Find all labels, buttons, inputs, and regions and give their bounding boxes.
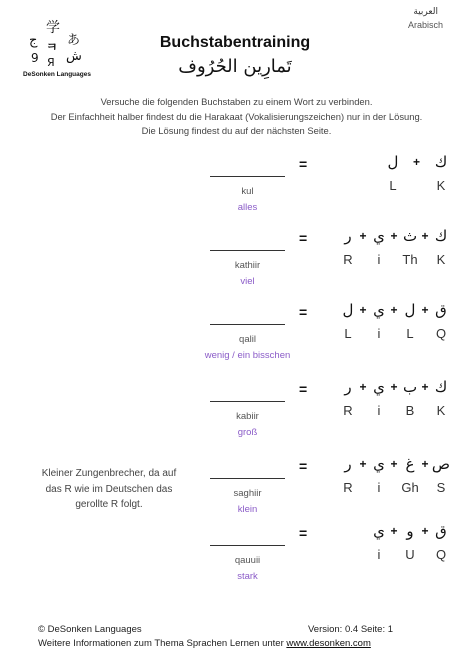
instruction-line-2: Der Einfachheit halber findest du die Harakaat (Vokalisierungszeichen) nur in der Lösung.	[50, 110, 423, 122]
language-label-german: Arabisch	[407, 20, 443, 30]
logo-glyph-hiragana: あ	[67, 33, 81, 48]
latin-letter-5-1: S	[436, 480, 446, 495]
equals-sign-3: =	[299, 304, 308, 320]
transliteration-6: qauuii	[234, 555, 261, 566]
answer-blank-6[interactable]	[210, 545, 285, 546]
equals-sign-5: =	[299, 458, 308, 474]
arabic-letter-5-3: ي	[373, 455, 385, 473]
arabic-letter-3-3: ي	[373, 301, 385, 319]
logo-glyph-kanji: 学	[46, 20, 60, 36]
plus-sign-6-2: +	[390, 524, 398, 538]
latin-letter-6-2: U	[405, 547, 415, 562]
latin-letter-2-3: i	[377, 252, 381, 267]
instruction-line-1: Versuche die folgenden Buchstaben zu einem Wort zu verbinden.	[100, 96, 373, 107]
arabic-letter-4-3: ي	[373, 378, 385, 396]
plus-sign-3-3: +	[359, 303, 367, 317]
latin-letter-3-3: i	[377, 326, 381, 341]
plus-sign-3-2: +	[390, 303, 398, 317]
latin-letter-4-1: K	[436, 403, 446, 418]
latin-letter-6-3: i	[377, 547, 381, 562]
arabic-letter-6-2: و	[406, 522, 414, 540]
arabic-letter-1-1: ك	[434, 153, 448, 171]
transliteration-1: kul	[241, 186, 254, 197]
arabic-letter-3-4: ل	[342, 301, 354, 319]
plus-sign-5-3: +	[359, 457, 367, 471]
logo-glyph-nine: 9	[31, 51, 39, 65]
plus-sign-6-1: +	[421, 524, 429, 538]
latin-letter-1-2: L	[389, 178, 397, 193]
meaning-6: stark	[237, 571, 258, 582]
latin-letter-5-2: Gh	[401, 480, 419, 495]
answer-blank-1[interactable]	[210, 176, 285, 177]
plus-sign-2-3: +	[359, 229, 367, 243]
logo-glyph-cyrillic: Я	[47, 56, 55, 69]
latin-letter-3-4: L	[344, 326, 352, 341]
plus-sign-4-3: +	[359, 380, 367, 394]
latin-letter-3-1: Q	[435, 326, 447, 341]
logo-glyph-arabic-jeem: ج	[29, 33, 38, 48]
meaning-3: wenig / ein bisschen	[204, 350, 291, 361]
transliteration-4: kabiir	[236, 411, 259, 422]
latin-letter-5-3: i	[377, 480, 381, 495]
logo-brand-text: DeSonken Languages	[23, 71, 91, 78]
arabic-letter-2-3: ي	[373, 227, 385, 245]
meaning-1: alles	[237, 202, 258, 213]
meaning-2: viel	[240, 276, 255, 287]
arabic-letter-5-4: ر	[344, 455, 352, 473]
plus-sign-5-1: +	[421, 457, 429, 471]
latin-letter-5-4: R	[343, 480, 353, 495]
arabic-letter-4-4: ر	[344, 378, 352, 396]
instruction-line-3: Die Lösung findest du auf der nächsten Seite.	[141, 125, 332, 136]
arabic-letter-5-2: غ	[405, 455, 415, 473]
meaning-4: groß	[237, 427, 258, 438]
transliteration-5: saghiir	[233, 488, 262, 499]
latin-letter-2-1: K	[436, 252, 446, 267]
equals-sign-1: =	[299, 156, 308, 172]
arabic-letter-2-4: ر	[344, 227, 352, 245]
equals-sign-2: =	[299, 230, 308, 246]
equals-sign-6: =	[299, 525, 308, 541]
answer-blank-2[interactable]	[210, 250, 285, 251]
footer-page: Seite: 1	[360, 624, 394, 635]
arabic-letter-6-3: ي	[373, 522, 385, 540]
arabic-letter-5-1: ص	[431, 455, 451, 473]
page-title-arabic: تَمارِين الحُرُوف	[178, 56, 292, 77]
logo-glyph-hangul: ㅋ	[46, 40, 58, 54]
footer-version-page	[308, 624, 393, 635]
page-title: Buchstabentraining	[159, 34, 311, 51]
arabic-letter-3-2: ل	[404, 301, 416, 319]
arabic-letter-4-1: ك	[434, 378, 448, 396]
footer-more-info	[38, 638, 371, 649]
latin-letter-2-2: Th	[402, 252, 418, 267]
latin-letter-3-2: L	[406, 326, 414, 341]
answer-blank-5[interactable]	[210, 478, 285, 479]
logo-glyph-arabic-sheen: ش	[66, 49, 82, 64]
plus-sign-2-1: +	[421, 229, 429, 243]
latin-letter-4-4: R	[343, 403, 353, 418]
arabic-letter-6-1: ق	[435, 522, 447, 540]
website-link[interactable]: www.desonken.com	[286, 638, 371, 649]
footer-version: Version: 0.4	[308, 624, 359, 635]
answer-blank-3[interactable]	[210, 324, 285, 325]
plus-sign-5-2: +	[390, 457, 398, 471]
tongue-twister-note: Kleiner Zungenbrecher, da auf das R wie im Deutschen das gerollte R folgt.	[41, 468, 177, 510]
plus-sign-2-2: +	[390, 229, 398, 243]
transliteration-3: qalil	[239, 334, 256, 345]
transliteration-2: kathiir	[234, 260, 261, 271]
instructions	[20, 95, 453, 139]
arabic-letter-2-1: ك	[434, 227, 448, 245]
footer-more-info-text: Weitere Informationen zum Thema Sprachen Lernen unter	[38, 638, 287, 649]
language-label-arabic: العربية	[413, 7, 438, 17]
arabic-letter-1-2: ل	[387, 153, 399, 171]
latin-letter-1-1: K	[436, 178, 446, 193]
meaning-5: klein	[237, 504, 258, 515]
plus-sign-1-1: +	[413, 155, 421, 169]
latin-letter-4-3: i	[377, 403, 381, 418]
plus-sign-4-2: +	[390, 380, 398, 394]
plus-sign-3-1: +	[421, 303, 429, 317]
footer-copyright: © DeSonken Languages	[38, 624, 142, 635]
arabic-letter-4-2: ب	[402, 378, 418, 396]
equals-sign-4: =	[299, 381, 308, 397]
latin-letter-4-2: B	[405, 403, 415, 418]
arabic-letter-3-1: ق	[435, 301, 447, 319]
plus-sign-4-1: +	[421, 380, 429, 394]
latin-letter-2-4: R	[343, 252, 353, 267]
latin-letter-6-1: Q	[435, 547, 447, 562]
arabic-letter-2-2: ث	[402, 227, 418, 245]
answer-blank-4[interactable]	[210, 401, 285, 402]
